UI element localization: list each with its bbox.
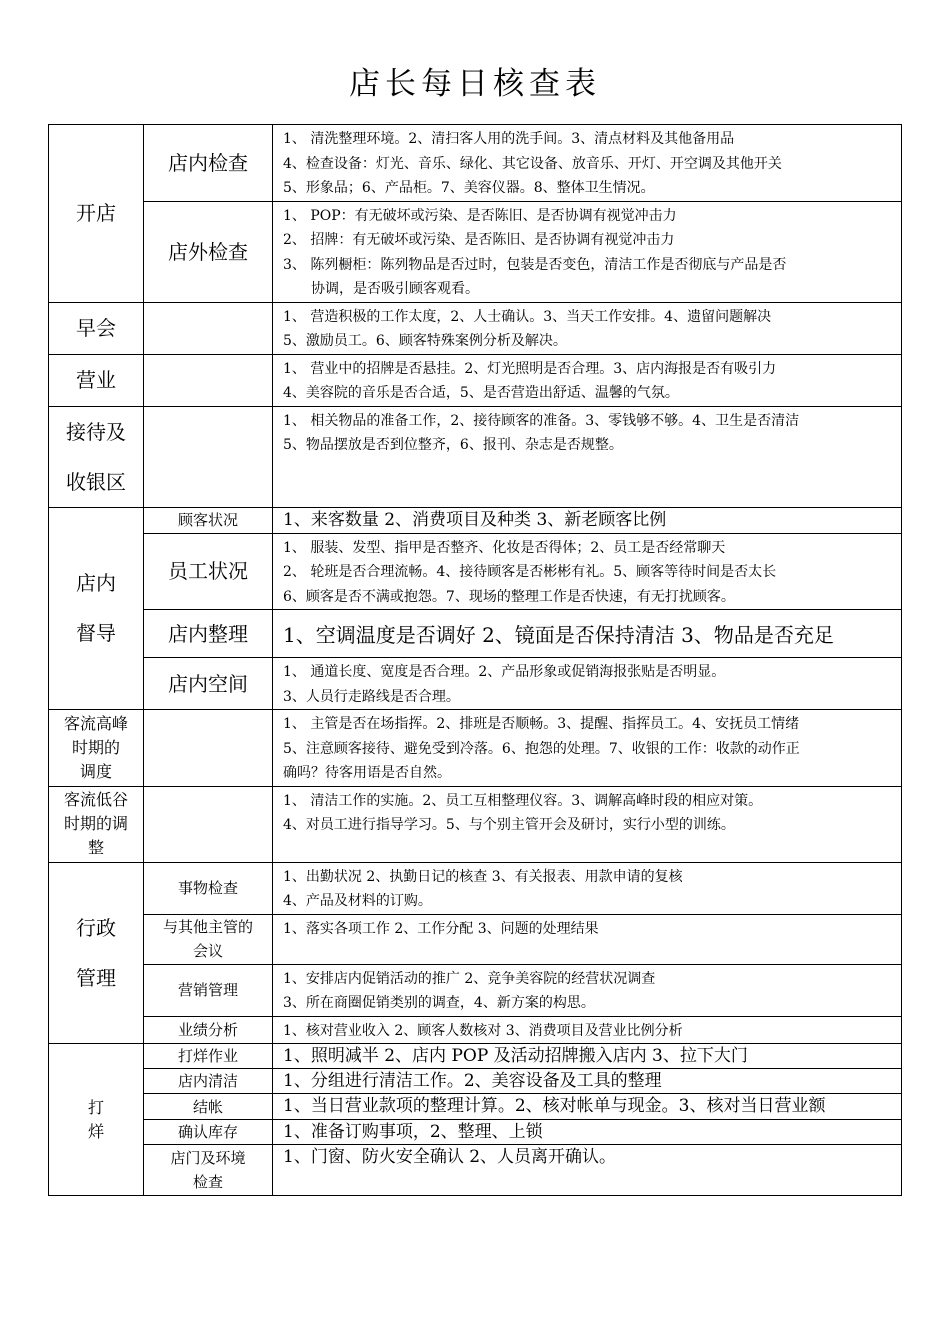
item-text: 1、 服装、发型、指甲是否整齐、化妆是否得体；2、员工是否经常聊天 2、 轮班是否合理流畅。4、接待顾客是否彬彬有礼。5、顾客等待时间是否太长 6、顾客是否不满或抱怨。7、现场的整理工作是否快速，有无打扰顾客。 xyxy=(273,533,902,610)
subsection-label: 结帐 xyxy=(144,1094,273,1120)
item-text: 1、空调温度是否调好 2、镜面是否保持清洁 3、物品是否充足 xyxy=(273,610,902,658)
section-label: 开店 xyxy=(49,125,144,303)
subsection-label: 打烊作业 xyxy=(144,1044,273,1069)
subsection-label xyxy=(144,406,273,507)
table-row xyxy=(49,610,902,658)
subsection-label xyxy=(144,710,273,787)
table-row xyxy=(49,1069,902,1094)
checklist-table xyxy=(48,124,902,1196)
subsection-label: 业绩分析 xyxy=(144,1016,273,1044)
table-row xyxy=(49,1120,902,1145)
subsection-label: 顾客状况 xyxy=(144,507,273,533)
subsection-label: 店门及环境 检查 xyxy=(144,1145,273,1196)
subsection-label: 店内检查 xyxy=(144,125,273,202)
subsection-label: 店内清洁 xyxy=(144,1069,273,1094)
subsection-label: 店内整理 xyxy=(144,610,273,658)
item-text: 1、安排店内促销活动的推广 2、竞争美容院的经营状况调查 3、所在商圈促销类别的调查，4、新方案的构思。 xyxy=(273,964,902,1016)
item-text: 1、落实各项工作 2、工作分配 3、问题的处理结果 xyxy=(273,914,902,964)
subsection-label: 营销管理 xyxy=(144,964,273,1016)
subsection-label xyxy=(144,354,273,406)
subsection-label: 店内空间 xyxy=(144,658,273,710)
item-text: 1、 相关物品的准备工作，2、接待顾客的准备。3、零钱够不够。4、卫生是否清洁 5、物品摆放是否到位整齐，6、报刊、杂志是否规整。 xyxy=(273,406,902,507)
item-text: 1、 营业中的招牌是否悬挂。2、灯光照明是否合理。3、店内海报是否有吸引力 4、美容院的音乐是否合适，5、是否营造出舒适、温馨的气氛。 xyxy=(273,354,902,406)
table-row xyxy=(49,710,902,787)
item-text: 1、当日营业款项的整理计算。2、核对帐单与现金。3、核对当日营业额 xyxy=(273,1094,902,1120)
table-row xyxy=(49,786,902,862)
section-label: 客流低谷 时期的调 整 xyxy=(49,786,144,862)
item-text: 1、 营造积极的工作太度，2、人士确认。3、当天工作安排。4、遗留问题解决 5、激励员工。6、顾客特殊案例分析及解决。 xyxy=(273,302,902,354)
item-text: 1、来客数量 2、消费项目及种类 3、新老顾客比例 xyxy=(273,507,902,533)
section-label: 接待及 收银区 xyxy=(49,406,144,507)
table-row xyxy=(49,658,902,710)
item-text: 1、照明减半 2、店内 POP 及活动招牌搬入店内 3、拉下大门 xyxy=(273,1044,902,1069)
item-text: 1、 POP：有无破坏或污染、是否陈旧、是否协调有视觉冲击力 2、 招牌：有无破坏或污染、是否陈旧、是否协调有视觉冲击力 3、 陈列橱柜：陈列物品是否过时，包装是否变色，清洁工作是否彻底与产品是否 协调，是否吸引顾客观看。 xyxy=(273,201,902,302)
table-row xyxy=(49,862,902,914)
subsection-label: 与其他主管的 会议 xyxy=(144,914,273,964)
table-row xyxy=(49,1044,902,1069)
section-label: 客流高峰 时期的 调度 xyxy=(49,710,144,787)
table-row xyxy=(49,125,902,202)
table-row xyxy=(49,406,902,507)
table-row xyxy=(49,1016,902,1044)
table-row xyxy=(49,354,902,406)
item-text: 1、 主管是否在场指挥。2、排班是否顺畅。3、提醒、指挥员工。4、安抚员工情绪 5、注意顾客接待、避免受到冷落。6、抱怨的处理。7、收银的工作：收款的动作正 确吗？待客用语是否自然。 xyxy=(273,710,902,787)
table-row xyxy=(49,201,902,302)
table-row xyxy=(49,507,902,533)
table-row xyxy=(49,914,902,964)
item-text: 1、出勤状况 2、执勤日记的核查 3、有关报表、用款申请的复核 4、产品及材料的订购。 xyxy=(273,862,902,914)
section-label: 店内 督导 xyxy=(49,507,144,710)
section-label: 营业 xyxy=(49,354,144,406)
item-text: 1、 通道长度、宽度是否合理。2、产品形象或促销海报张贴是否明显。 3、人员行走路线是否合理。 xyxy=(273,658,902,710)
table-row xyxy=(49,964,902,1016)
subsection-label: 事物检查 xyxy=(144,862,273,914)
item-text: 1、 清洗整理环境。2、清扫客人用的洗手间。3、清点材料及其他备用品 4、检查设备：灯光、音乐、绿化、其它设备、放音乐、开灯、开空调及其他开关 5、形象品；6、产品柜。7、美容仪器。8、整体卫生情况。 xyxy=(273,125,902,202)
subsection-label: 店外检查 xyxy=(144,201,273,302)
table-row xyxy=(49,1145,902,1196)
item-text: 1、门窗、防火安全确认 2、人员离开确认。 xyxy=(273,1145,902,1196)
table-row xyxy=(49,302,902,354)
table-row xyxy=(49,1094,902,1120)
item-text: 1、 清洁工作的实施。2、员工互相整理仪容。3、调解高峰时段的相应对策。 4、对员工进行指导学习。5、与个别主管开会及研讨，实行小型的训练。 xyxy=(273,786,902,862)
subsection-label: 确认库存 xyxy=(144,1120,273,1145)
section-label: 打 烊 xyxy=(49,1044,144,1196)
table-row xyxy=(49,533,902,610)
section-label: 早会 xyxy=(49,302,144,354)
subsection-label: 员工状况 xyxy=(144,533,273,610)
page-title: 店长每日核查表 xyxy=(349,66,601,102)
item-text: 1、分组进行清洁工作。2、美容设备及工具的整理 xyxy=(273,1069,902,1094)
subsection-label xyxy=(144,302,273,354)
section-label: 行政 管理 xyxy=(49,862,144,1044)
subsection-label xyxy=(144,786,273,862)
item-text: 1、准备订购事项，2、整理、上锁 xyxy=(273,1120,902,1145)
item-text: 1、核对营业收入 2、顾客人数核对 3、消费项目及营业比例分析 xyxy=(273,1016,902,1044)
